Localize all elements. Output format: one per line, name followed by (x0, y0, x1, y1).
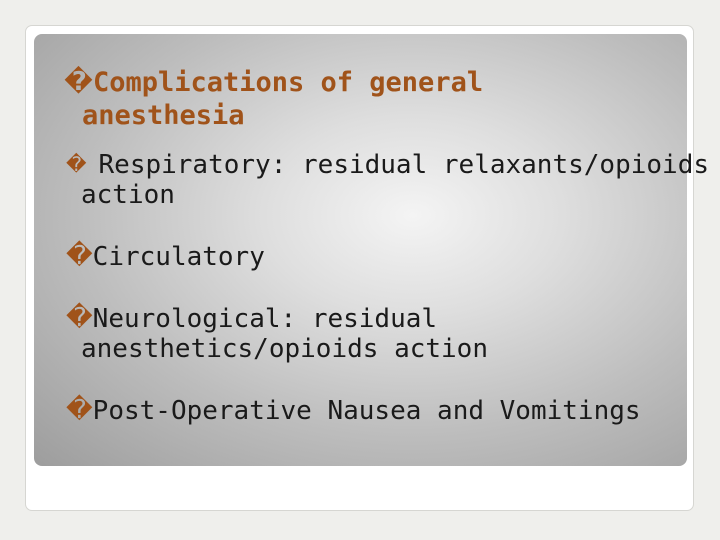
slide (25, 25, 709, 511)
bullet-circulatory (66, 242, 265, 272)
bullet-icon: � (66, 303, 93, 333)
content-panel (34, 34, 709, 466)
bullet-text: Respiratory: residual relaxants/opioids (98, 150, 709, 180)
bullet-icon: � (66, 395, 93, 425)
slide-title-line-1 (64, 66, 483, 99)
bullet-text: Neurological: residual (92, 304, 438, 334)
bullet-icon: � (66, 241, 93, 271)
bullet-neurological-continued: anesthetics/opioids action (81, 334, 488, 364)
bullet-text: Circulatory (92, 242, 265, 272)
title-bullet-icon: � (64, 67, 93, 97)
bullet-ponv (66, 396, 641, 426)
bullet-respiratory-continued: action (81, 180, 175, 210)
title-text-1: Complications of general (92, 67, 484, 98)
bullet-icon: � (66, 152, 87, 176)
bullet-neurological (66, 304, 437, 334)
bullet-text: Post-Operative Nausea and Vomitings (92, 396, 641, 426)
slide-title-line-2: anesthesia (82, 100, 245, 131)
bullet-respiratory (66, 150, 709, 180)
